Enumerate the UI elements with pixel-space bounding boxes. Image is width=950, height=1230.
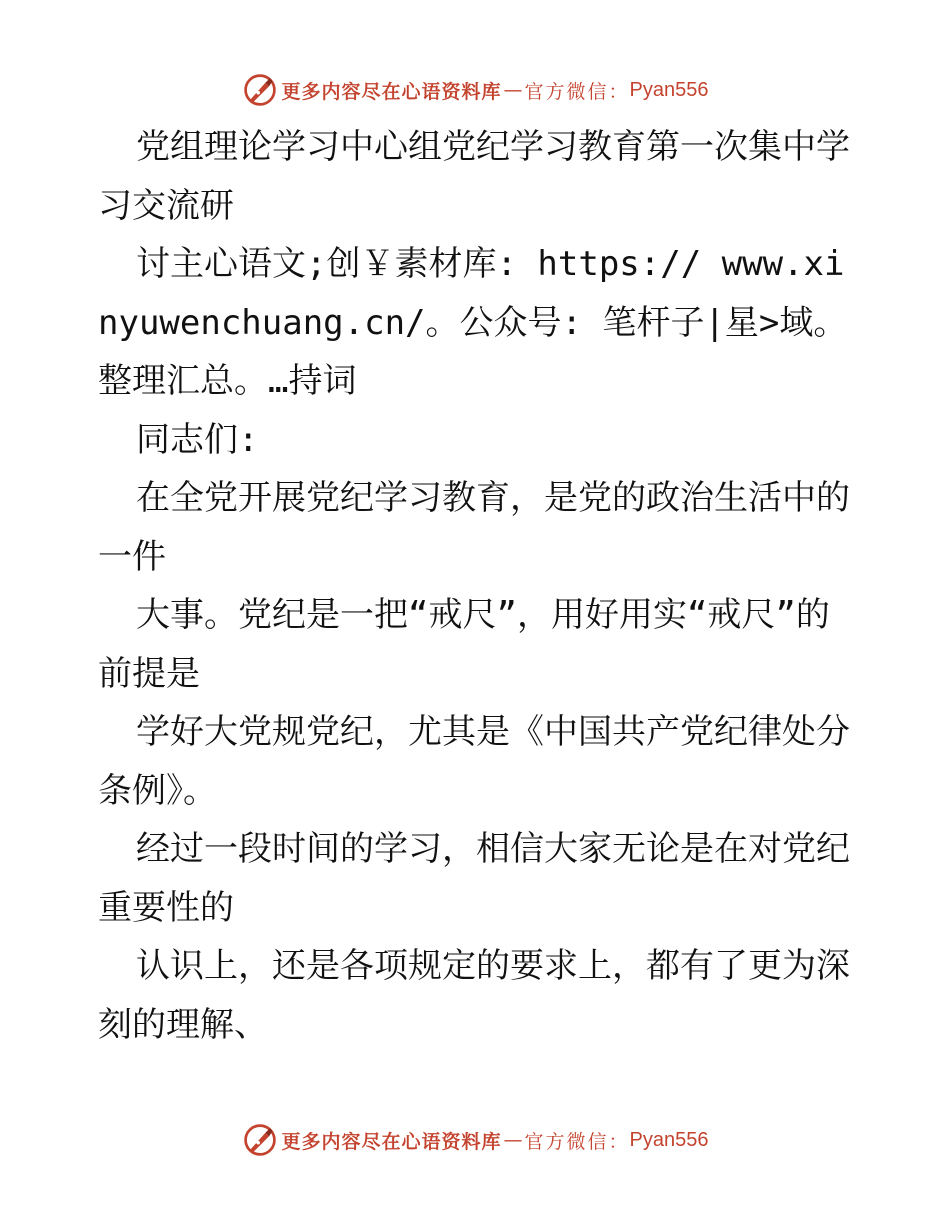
paragraph-body: 学好大党规党纪，尤其是《中国共产党纪律处分条例》。: [98, 712, 850, 811]
banner-title: 更多内容尽在心语资料库: [281, 80, 502, 103]
document-body: [98, 118, 858, 1054]
banner-dash: —: [503, 1129, 523, 1151]
paragraph-salutation: 同志们:: [136, 419, 259, 460]
paragraph-body: 经过一段时间的学习，相信大家无论是在对党纪重要性的: [98, 829, 850, 928]
paragraph-source-note: 讨主心语文;创￥素材库: https:// www.xinyuwenchuang.cn/。公众号: 笔杆子|星>域。整理汇总。…持词: [98, 244, 848, 401]
pen-nib-logo-icon: [242, 1122, 278, 1158]
banner-official-label: 官方微信：: [524, 80, 630, 103]
paragraph-body: 认识上，还是各项规定的要求上，都有了更为深刻的理解、: [98, 946, 850, 1045]
paragraph-body: 大事。党纪是一把“戒尺”，用好用实“戒尺”的前提是: [98, 595, 830, 694]
banner-wechat-id: Pyan556: [629, 78, 709, 101]
header-watermark-banner: [0, 70, 950, 110]
paragraph-body: 在全党开展党纪学习教育，是党的政治生活中的一件: [98, 478, 850, 577]
pen-nib-logo-icon: [242, 72, 278, 108]
banner-wechat-id: Pyan556: [629, 1128, 709, 1151]
banner-dash: —: [503, 79, 523, 101]
banner-official-label: 官方微信：: [524, 1130, 630, 1153]
paragraph-title: 党组理论学习中心组党纪学习教育第一次集中学习交流研: [98, 127, 850, 226]
banner-title: 更多内容尽在心语资料库: [281, 1130, 502, 1153]
footer-watermark-banner: [0, 1120, 950, 1160]
